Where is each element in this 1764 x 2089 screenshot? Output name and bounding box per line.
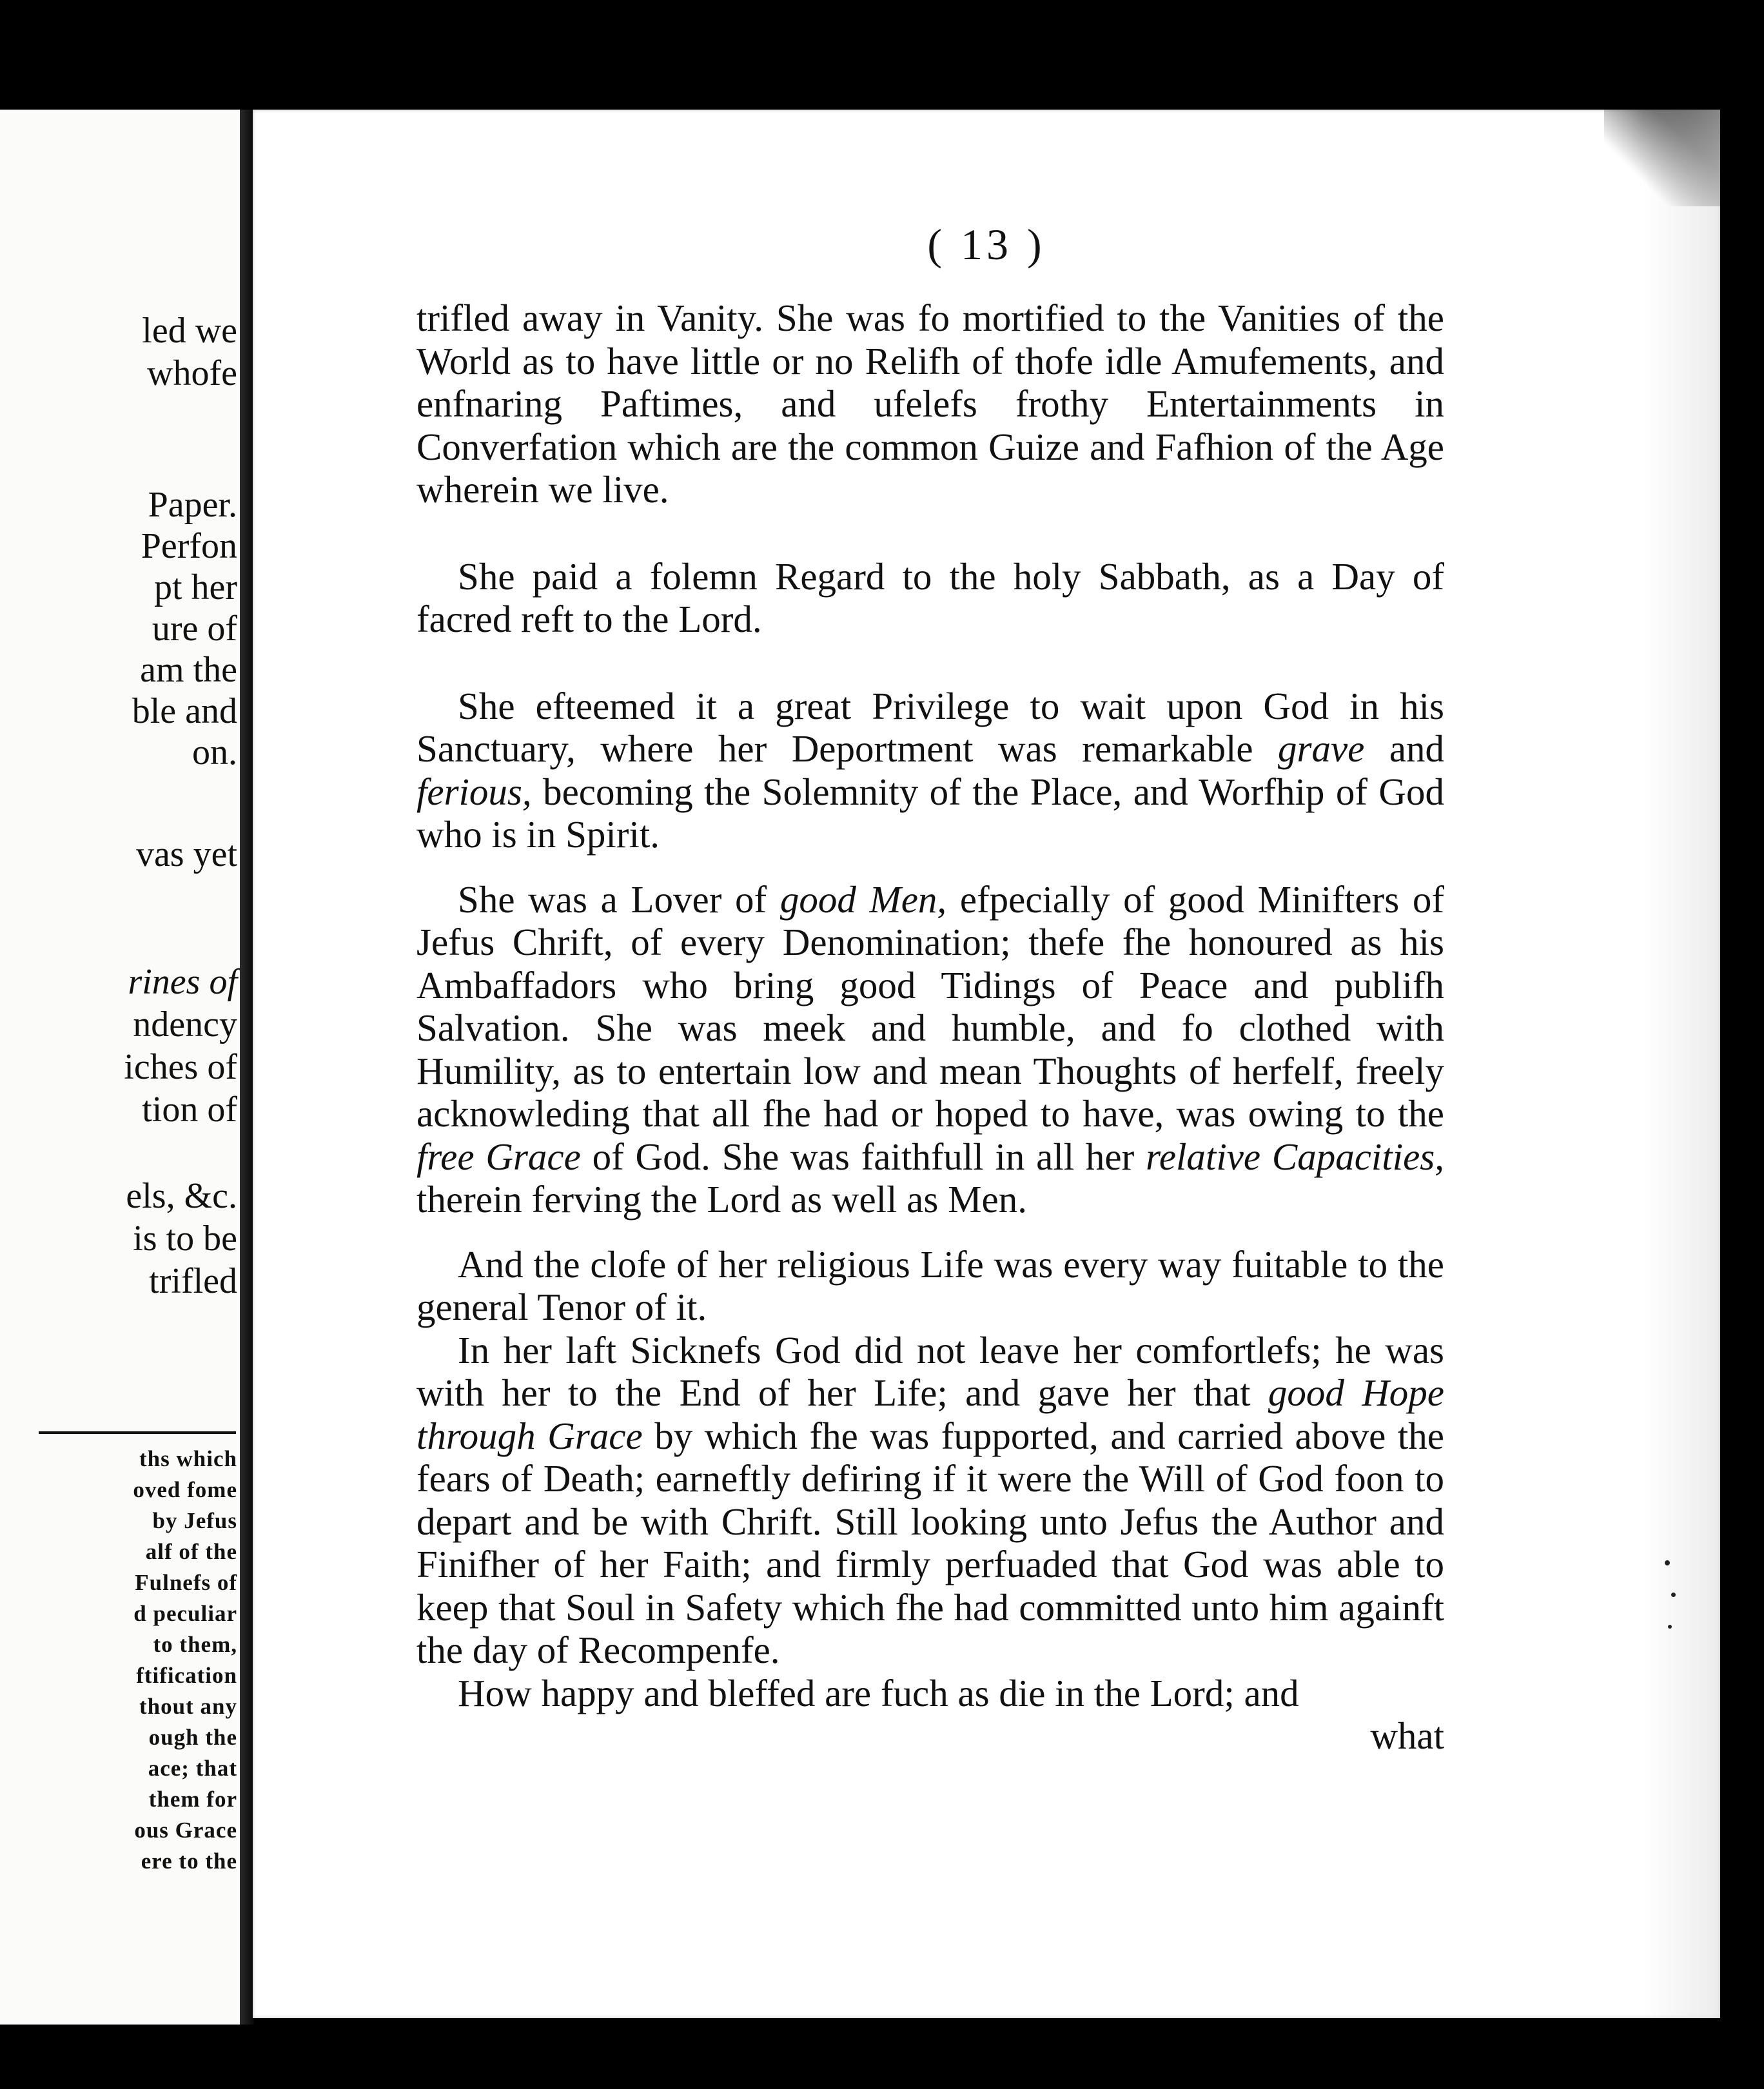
text-run: by which fhe was fupported, and carried above the fears of Death; earneftly defiring if it were the Will of God foon to depart and be with Chrift. Still looking unto Jefus the Author and Finifher of her Faith; and firmly perfuaded that God was able to keep that Soul in Safety which fhe had committed unto him againft the day of Recompenfe.	[416, 1414, 1444, 1671]
facing-page-line: els, &c.	[126, 1176, 237, 1216]
paragraph	[416, 878, 1444, 1221]
footnote-rule	[39, 1431, 236, 1434]
facing-page-line: ndency	[133, 1005, 237, 1044]
catchword: what	[1370, 1714, 1444, 1757]
text-run: trifled away in Vanity. She was fo mortified to the Vanities of the World as to have little or no Relifh of thofe idle Amufements, and enfnaring Paftimes, and ufelefs frothy Entertainments in Converfation which are the common Guize and Fafhion of the Age wherein we live.	[416, 297, 1444, 511]
facing-page-footnote-line: by Jefus	[152, 1508, 237, 1533]
facing-page-line: Paper.	[148, 485, 237, 525]
italic-run: good Hope through Grace	[416, 1371, 1444, 1457]
facing-page-line: on.	[192, 732, 237, 772]
facing-page-left	[0, 110, 242, 2025]
text-run: She was a Lover of	[458, 878, 780, 921]
facing-page-footnote-line: to them,	[153, 1632, 237, 1657]
facing-page-footnote-line: ths which	[139, 1446, 237, 1471]
paragraph	[416, 297, 1444, 511]
facing-page-line: tion of	[142, 1090, 237, 1130]
paragraph	[416, 685, 1444, 856]
text-run: In her laft Sicknefs God did not leave her comfortlefs; he was with her to the End of her Life; and gave her that	[416, 1328, 1444, 1414]
ink-speck	[1665, 1560, 1670, 1565]
facing-page-footnote-line: ace; that	[148, 1756, 237, 1781]
facing-page-footnote-line: them for	[148, 1787, 237, 1812]
facing-page-footnote-line: ftification	[136, 1663, 237, 1688]
facing-page-line: pt her	[153, 567, 237, 607]
paragraph	[416, 1672, 1444, 1715]
text-run: How happy and bleffed are fuch as die in the Lord; and	[458, 1671, 1299, 1714]
facing-page-line: is to be	[133, 1219, 237, 1259]
facing-page-footnote-line: d peculiar	[133, 1601, 237, 1626]
page-number: ( 13 )	[927, 220, 1046, 269]
book-page	[253, 110, 1720, 2018]
facing-page-footnote-line: thout any	[139, 1694, 237, 1719]
paragraph	[416, 1329, 1444, 1672]
facing-page-footnote-line: Fulnefs of	[135, 1570, 237, 1595]
text-run: She efteemed it a great Privilege to wait upon God in his Sanctuary, where her Deportment was remarkable	[416, 684, 1444, 770]
italic-run: good Men,	[779, 878, 947, 921]
facing-page-line: trifled	[149, 1261, 237, 1301]
facing-page-line: whofe	[147, 353, 237, 393]
text-run: becoming the Solemnity of the Place, and Worfhip of God who is in Spirit.	[416, 770, 1444, 856]
italic-run: ferious,	[416, 770, 532, 813]
facing-page-footnote-line: oved fome	[133, 1477, 237, 1502]
facing-page-line: vas yet	[135, 834, 237, 874]
facing-page-line: rines of	[128, 962, 237, 1002]
facing-page-line: Perfon	[141, 526, 237, 566]
facing-page-line: ble and	[132, 691, 237, 731]
ink-speck	[1671, 1593, 1676, 1597]
facing-page-footnote-line: ough the	[148, 1725, 237, 1750]
text-run: of God. She was faithfull in all her	[580, 1135, 1146, 1178]
facing-page-footnote-line: alf of the	[145, 1539, 237, 1564]
page-text	[416, 297, 1444, 1758]
paragraph	[416, 555, 1444, 641]
paragraph	[416, 1243, 1444, 1329]
italic-run: relative Capacities,	[1146, 1135, 1445, 1178]
italic-run: grave	[1278, 727, 1365, 770]
facing-page-line: iches of	[124, 1047, 237, 1087]
ink-speck	[1668, 1625, 1672, 1629]
facing-page-line: am the	[140, 650, 237, 690]
text-run: efpecially of good Minifters of Jefus Chrift, of every Denomination; thefe fhe honoured as his Ambaffadors who bring good Tidings of Peace and publifh Salvation. She was meek and humble, and fo clothed with Humility, as to entertain low and mean Thoughts of herfelf, freely acknowleding that all fhe had or hoped to have, was owing to the	[416, 878, 1444, 1135]
facing-page-line: led we	[142, 311, 237, 351]
facing-page-footnote-line: ere to the	[141, 1849, 237, 1874]
facing-page-line: ure of	[152, 609, 237, 649]
text-run: She paid a folemn Regard to the holy Sabbath, as a Day of facred reft to the Lord.	[416, 554, 1444, 640]
page-edge-shadow	[1643, 110, 1720, 2018]
text-run: therein ferving the Lord as well as Men.	[416, 1178, 1027, 1221]
text-run: And the clofe of her religious Life was every way fuitable to the general Tenor of it.	[416, 1242, 1444, 1328]
facing-page-footnote-line: ous Grace	[134, 1818, 237, 1843]
italic-run: free Grace	[416, 1135, 581, 1178]
text-run: and	[1364, 727, 1444, 770]
book-gutter	[240, 110, 254, 2025]
